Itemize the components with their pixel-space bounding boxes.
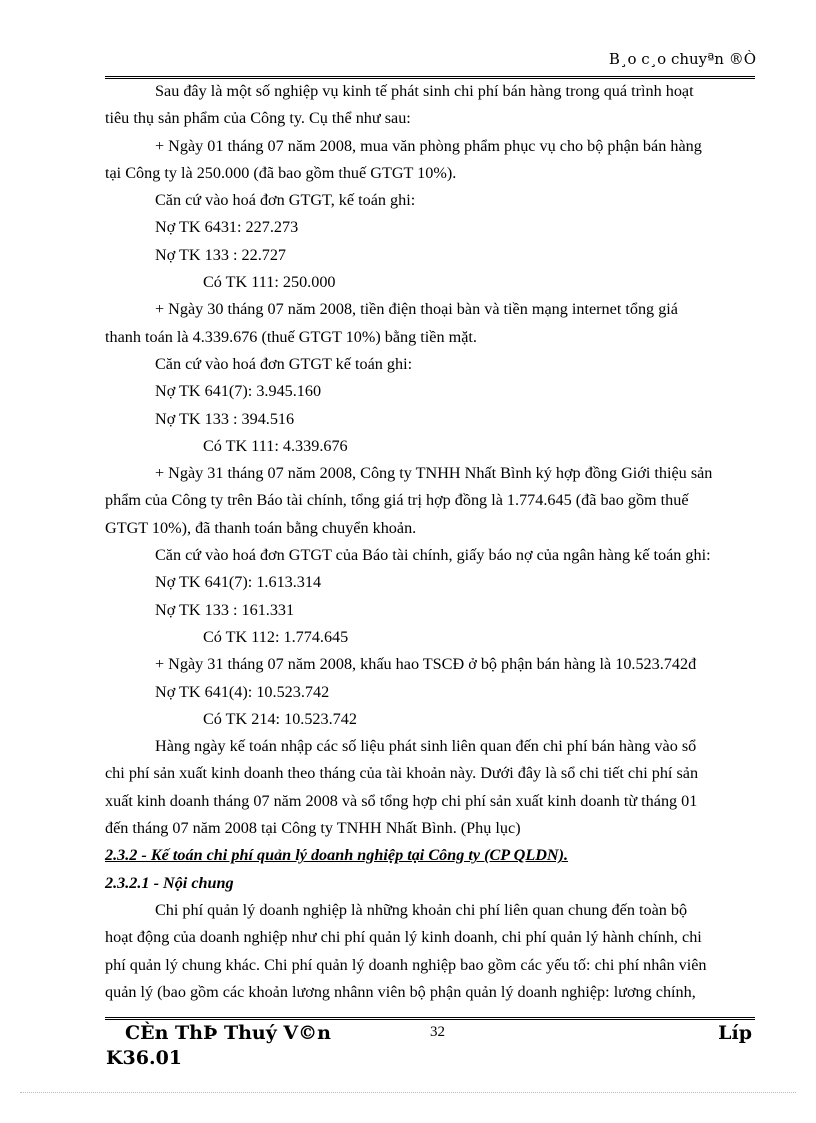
footer-class-label: Líp <box>718 1022 752 1044</box>
body-text <box>105 78 755 1006</box>
line: Nợ TK 6431: 227.273 <box>155 218 299 237</box>
line: Nợ TK 133 : 161.331 <box>155 600 295 619</box>
section-heading: 2.3.2 - Kế toán chi phí quản lý doanh nghiệp tại Công ty (CP QLDN). <box>105 846 569 865</box>
page-number: 32 <box>430 1024 445 1040</box>
page-break-line <box>20 1092 796 1093</box>
line: Có TK 111: 4.339.676 <box>203 436 348 455</box>
line: GTGT 10%), đã thanh toán bằng chuyển khoản. <box>105 518 417 537</box>
line: Có TK 214: 10.523.742 <box>203 709 357 728</box>
line: + Ngày 30 tháng 07 năm 2008, tiền điện thoại bàn và tiền mạng internet tổng giá <box>155 300 678 319</box>
footer-author: CÈn ThÞ Thuý V©n <box>125 1022 331 1044</box>
line: Chi phí quản lý doanh nghiệp là những khoản chi phí liên quan chung đến toàn bộ <box>155 900 688 919</box>
footer-class-code: K36.01 <box>106 1047 183 1069</box>
line: Nợ TK 641(7): 3.945.160 <box>155 382 322 401</box>
line: + Ngày 31 tháng 07 năm 2008, khấu hao TSCĐ ở bộ phận bán hàng là 10.523.742đ <box>155 655 697 674</box>
line: quản lý (bao gồm các khoản lương nhânn viên bộ phận quản lý doanh nghiệp: lương chính, <box>105 982 696 1001</box>
line: tại Công ty là 250.000 (đã bao gồm thuế GTGT 10%). <box>105 163 457 182</box>
line: Có TK 112: 1.774.645 <box>203 627 349 646</box>
line: Căn cứ vào hoá đơn GTGT, kế toán ghi: <box>155 191 416 210</box>
line: Nợ TK 133 : 22.727 <box>155 245 287 264</box>
line: Hàng ngày kế toán nhập các số liệu phát sinh liên quan đến chi phí bán hàng vào sổ <box>155 737 697 756</box>
line: chi phí sản xuất kinh doanh theo tháng của tài khoản này. Dưới đây là sổ chi tiết chi phí sản <box>105 764 699 783</box>
line: tiêu thụ sản phẩm của Công ty. Cụ thể như sau: <box>105 109 411 128</box>
line: phí quản lý chung khác. Chi phí quản lý doanh nghiệp bao gồm các yếu tố: chi phí nhân viên <box>105 955 707 974</box>
line: + Ngày 31 tháng 07 năm 2008, Công ty TNHH Nhất Bình ký hợp đồng Giới thiệu sản <box>155 464 713 483</box>
header-title: B¸o c¸o chuyªn ®Ò <box>608 50 756 68</box>
line: Nợ TK 641(7): 1.613.314 <box>155 573 322 592</box>
line: + Ngày 01 tháng 07 năm 2008, mua văn phòng phẩm phục vụ cho bộ phận bán hàng <box>155 136 702 155</box>
line: Nợ TK 641(4): 10.523.742 <box>155 682 330 701</box>
line: xuất kinh doanh tháng 07 năm 2008 và sổ tổng hợp chi phí sản xuất kinh doanh từ tháng 01 <box>105 791 698 810</box>
line: Sau đây là một số nghiệp vụ kinh tế phát sinh chi phí bán hàng trong quá trình hoạt <box>155 82 694 100</box>
line: đến tháng 07 năm 2008 tại Công ty TNHH Nhất Bình. (Phụ lục) <box>105 819 521 838</box>
footer-rule <box>105 1017 755 1020</box>
line: Nợ TK 133 : 394.516 <box>155 409 295 428</box>
line: Căn cứ vào hoá đơn GTGT của Báo tài chính, giấy báo nợ của ngân hàng kế toán ghi: <box>155 546 711 565</box>
line: thanh toán là 4.339.676 (thuế GTGT 10%) bằng tiền mặt. <box>105 327 477 346</box>
line: phẩm của Công ty trên Báo tài chính, tổng giá trị hợp đồng là 1.774.645 (đã bao gồm thuế <box>105 491 689 510</box>
line: Có TK 111: 250.000 <box>203 273 336 292</box>
line: Căn cứ vào hoá đơn GTGT kế toán ghi: <box>155 354 413 373</box>
subsection-heading: 2.3.2.1 - Nội chung <box>105 873 234 892</box>
line: hoạt động của doanh nghiệp như chi phí quản lý kinh doanh, chi phí quản lý hành chính, chi <box>105 928 702 947</box>
